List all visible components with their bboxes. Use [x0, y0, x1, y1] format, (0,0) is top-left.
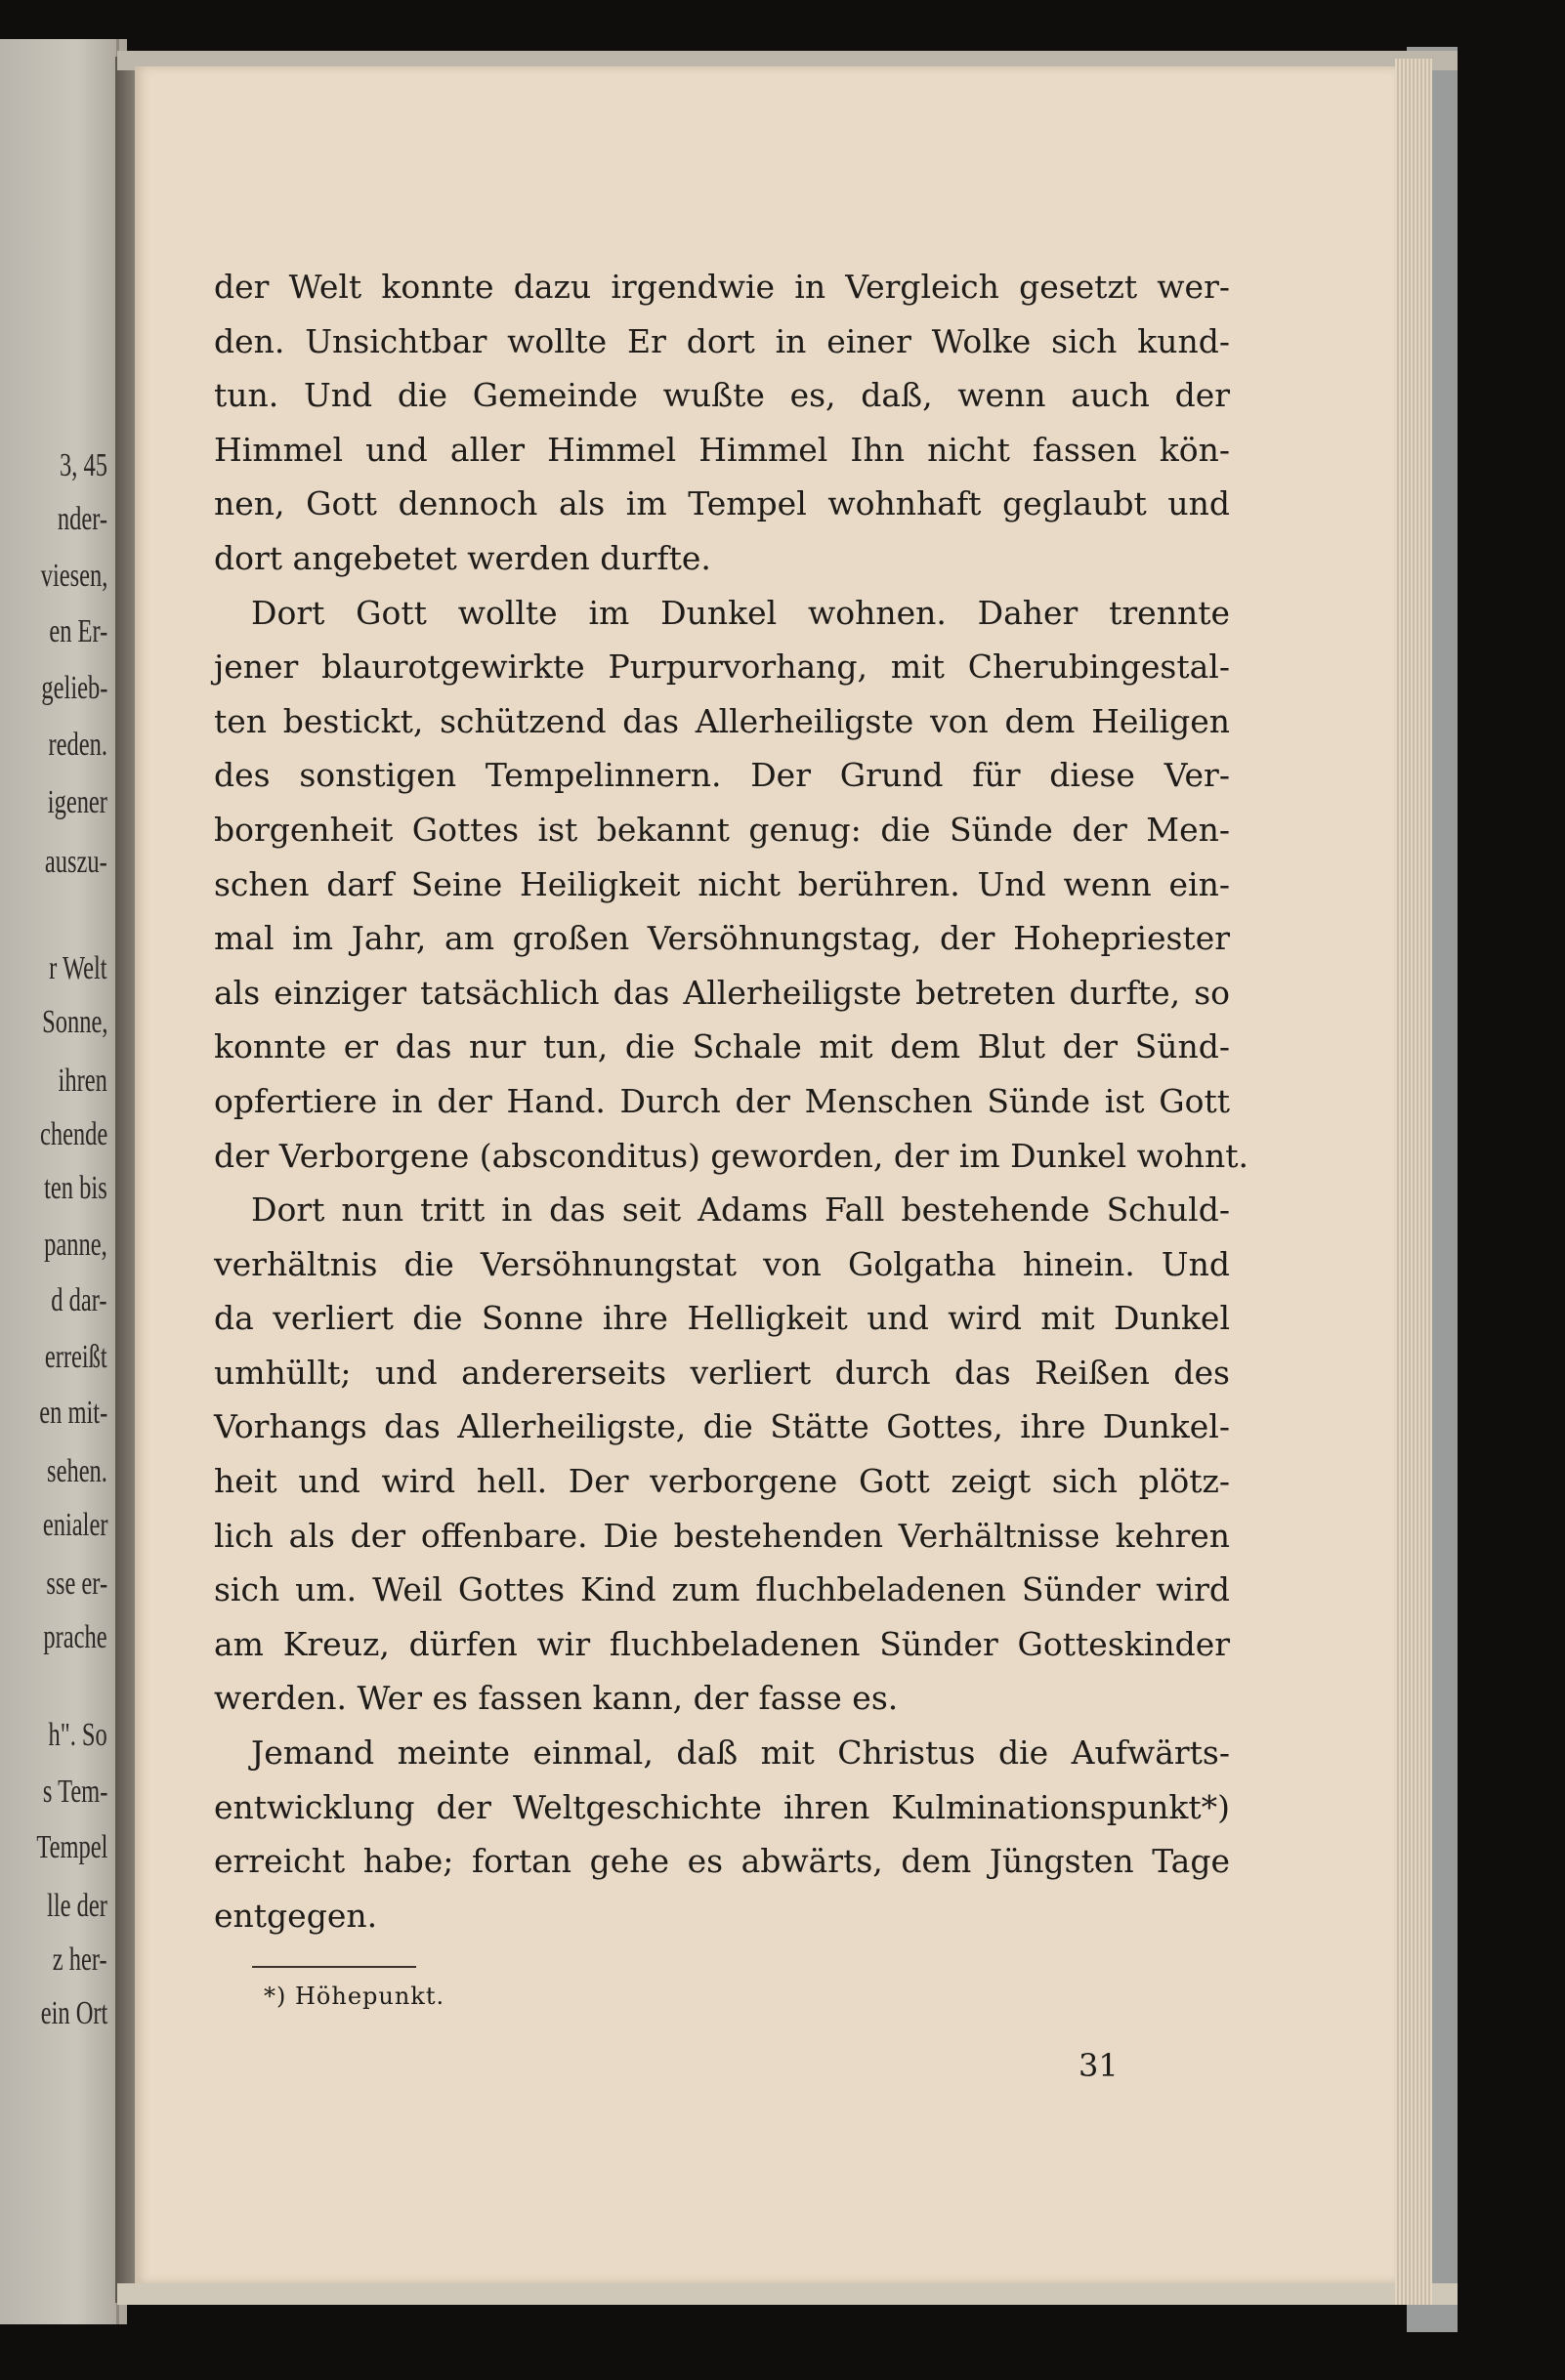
- text-line: erreicht habe; fortan gehe es abwärts, dem Jüngsten Tage: [214, 1842, 1230, 1881]
- previous-page-text-fragment: h". So: [48, 1717, 107, 1753]
- text-line: entgegen.: [214, 1896, 378, 1935]
- previous-page-text-fragment: erreißt: [45, 1339, 107, 1375]
- text-line: schen darf Seine Heiligkeit nicht berühren. Und wenn ein-: [214, 864, 1230, 903]
- previous-page-text-fragment: en mit-: [38, 1395, 107, 1431]
- previous-page-text-fragment: enialer: [42, 1507, 107, 1543]
- page-number: 31: [1079, 2047, 1119, 2084]
- previous-page-edge: [0, 39, 127, 2324]
- text-line: umhüllt; und andererseits verliert durch das Reißen des: [214, 1353, 1230, 1392]
- previous-page-text-fragment: s Tem-: [42, 1774, 107, 1810]
- text-line: Dort nun tritt in das seit Adams Fall bestehende Schuld-: [251, 1190, 1230, 1230]
- previous-page-text-fragment: sehen.: [47, 1453, 107, 1489]
- previous-page-text-fragment: reden.: [48, 727, 107, 763]
- text-line: Jemand meinte einmal, daß mit Christus die Aufwärts-: [251, 1733, 1230, 1773]
- previous-page-text-fragment: Tempel: [35, 1829, 107, 1865]
- previous-page-text-fragment: chende: [39, 1116, 107, 1152]
- previous-page-text-fragment: panne,: [44, 1227, 107, 1263]
- previous-page-text-fragment: viesen,: [40, 558, 107, 594]
- previous-page-text-fragment: en Er-: [49, 613, 107, 649]
- text-line: lich als der offenbare. Die bestehenden Verhältnisse kehren: [214, 1516, 1230, 1555]
- text-line: dort angebetet werden durfte.: [214, 538, 711, 577]
- previous-page-text-fragment: ten bis: [44, 1170, 107, 1206]
- previous-page-text-fragment: gelieb-: [41, 670, 107, 706]
- body-text: [214, 260, 1249, 1942]
- previous-page-text-fragment: sse er-: [46, 1566, 107, 1602]
- text-line: opfertiere in der Hand. Durch der Menschen Sünde ist Gott: [214, 1081, 1230, 1120]
- text-line: Dort Gott wollte im Dunkel wohnen. Daher trennte: [251, 593, 1230, 632]
- footnote: *) Höhepunkt.: [264, 1983, 445, 2010]
- previous-page-text-fragment: lle der: [47, 1888, 107, 1924]
- previous-page-text-fragment: Sonne,: [41, 1004, 107, 1040]
- text-line: sich um. Weil Gottes Kind zum fluchbeladenen Sünder wird: [214, 1570, 1230, 1609]
- previous-page-text-fragment: z her-: [53, 1942, 107, 1978]
- text-line: werden. Wer es fassen kann, der fasse es.: [214, 1679, 899, 1718]
- text-line: Vorhangs das Allerheiligste, die Stätte Gottes, ihre Dunkel-: [214, 1407, 1230, 1446]
- text-line: jener blaurotgewirkte Purpurvorhang, mit Cherubingestal-: [214, 647, 1230, 687]
- previous-page-text-fragment: 3, 45: [60, 447, 107, 483]
- text-line: verhältnis die Versöhnungstat von Golgatha hinein. Und: [214, 1244, 1230, 1283]
- text-line: heit und wird hell. Der verborgene Gott zeigt sich plötz-: [214, 1462, 1230, 1501]
- page-stack-edge: [1395, 59, 1432, 2305]
- previous-page-text-fragment: prache: [43, 1619, 107, 1655]
- text-line: da verliert die Sonne ihre Helligkeit und wird mit Dunkel: [214, 1299, 1230, 1338]
- text-line: nen, Gott dennoch als im Tempel wohnhaft geglaubt und: [214, 484, 1230, 523]
- text-line: entwicklung der Weltgeschichte ihren Kulminationspunkt*): [214, 1787, 1230, 1826]
- previous-page-text-fragment: ihren: [58, 1063, 107, 1099]
- text-line: tun. Und die Gemeinde wußte es, daß, wenn auch der: [214, 376, 1230, 415]
- previous-page-text-fragment: r Welt: [49, 950, 107, 986]
- text-line: mal im Jahr, am großen Versöhnungstag, der Hohepriester: [214, 919, 1230, 958]
- text-line: den. Unsichtbar wollte Er dort in einer Wolke sich kund-: [214, 321, 1230, 360]
- book-bottom-edge: [117, 2283, 1458, 2305]
- text-line: als einziger tatsächlich das Allerheiligste betreten durfte, so: [214, 973, 1230, 1012]
- text-line: konnte er das nur tun, die Schale mit dem Blut der Sünd-: [214, 1027, 1230, 1066]
- text-line: der Welt konnte dazu irgendwie in Vergleich gesetzt wer-: [214, 268, 1230, 306]
- previous-page-text-fragment: igener: [47, 784, 107, 820]
- text-line: der Verborgene (absconditus) geworden, der im Dunkel wohnt.: [214, 1136, 1249, 1175]
- text-line: Himmel und aller Himmel Himmel Ihn nicht fassen kön-: [214, 430, 1230, 469]
- text-line: am Kreuz, dürfen wir fluchbeladenen Sünder Gotteskinder: [214, 1624, 1230, 1663]
- text-line: ten bestickt, schützend das Allerheiligste von dem Heiligen: [214, 701, 1230, 740]
- text-line: borgenheit Gottes ist bekannt genug: die Sünde der Men-: [214, 810, 1230, 849]
- footnote-rule: [252, 1966, 416, 1968]
- previous-page-text-fragment: d dar-: [51, 1282, 107, 1318]
- previous-page-text-fragment: auszu-: [45, 844, 107, 880]
- previous-page-text-fragment: ein Ort: [40, 1995, 107, 2031]
- text-line: des sonstigen Tempelinnern. Der Grund für diese Ver-: [214, 756, 1230, 795]
- previous-page-text-fragment: nder-: [57, 501, 107, 537]
